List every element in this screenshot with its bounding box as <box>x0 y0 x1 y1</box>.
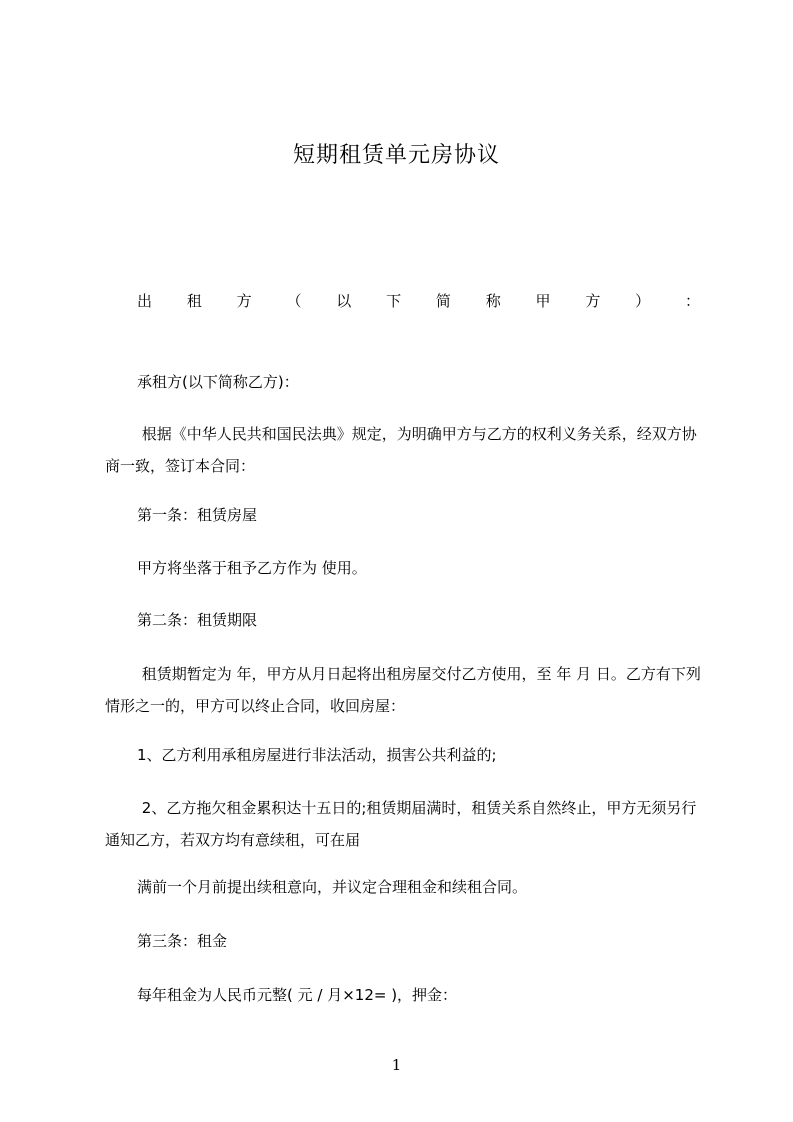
article-1-body: 甲方将坐落于租予乙方作为 使用。 <box>137 559 367 577</box>
lessor-char: 以 <box>336 292 352 310</box>
lessor-char: 甲 <box>535 292 551 310</box>
lessor-char: 称 <box>485 292 501 310</box>
lessor-char: 下 <box>386 292 402 310</box>
lessor-char: ） <box>635 292 651 310</box>
lessor-char: （ <box>286 292 302 310</box>
lessor-char: 出 <box>137 292 153 310</box>
preamble-paragraph: 根据《中华人民共和国民法典》规定，为明确甲方与乙方的权利义务关系，经双方协商一致，签订本合同： <box>105 425 697 475</box>
page-number: 1 <box>391 1056 402 1074</box>
lessor-char: 简 <box>435 292 451 310</box>
lessee-line: 承租方(以下简称乙方)： <box>137 373 299 391</box>
article-3-heading: 第三条：租金 <box>137 932 228 950</box>
lessor-char: ： <box>684 292 700 310</box>
article-2-item-1: 1、乙方利用承租房屋进行非法活动，损害公共利益的; <box>137 746 497 764</box>
lessor-char: 方 <box>236 292 252 310</box>
lessor-char: 方 <box>585 292 601 310</box>
article-2-item-2-continued: 满前一个月前提出续租意向，并议定合理租金和续租合同。 <box>137 878 528 896</box>
article-3-body: 每年租金为人民币元整( 元 / 月×12= )，押金： <box>137 986 458 1004</box>
article-2-heading: 第二条：租赁期限 <box>137 611 258 629</box>
article-2-item-2: 2、乙方拖欠租金累积达十五日的;租赁期届满时，租赁关系自然终止，甲方无须另行通知乙方，若双方均有意续租，可在届 <box>105 799 697 849</box>
document-title: 短期租赁单元房协议 <box>292 143 500 168</box>
article-1-heading: 第一条：租赁房屋 <box>137 506 258 524</box>
lessor-line <box>137 290 700 312</box>
article-2-body: 租赁期暂定为 年，甲方从月日起将出租房屋交付乙方使用，至 年 月 日。乙方有下列情形之一的，甲方可以终止合同，收回房屋： <box>105 665 701 715</box>
lessor-char: 租 <box>186 292 202 310</box>
